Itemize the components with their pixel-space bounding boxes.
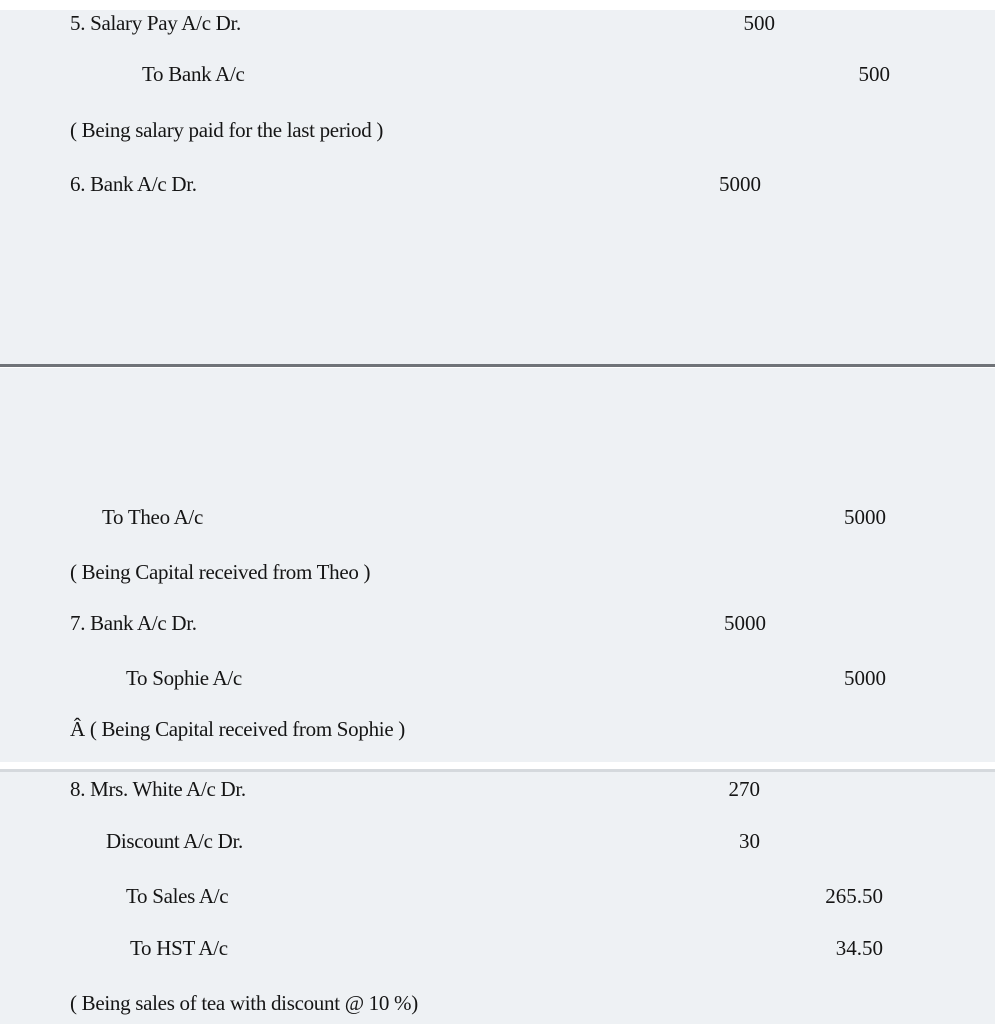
entry-7-debit-line: 7. Bank A/c Dr. [70,611,197,635]
entry-8-debit-amount-1: 270 [728,777,760,801]
entry-5-credit-line: To Bank A/c [142,62,245,86]
entry-5-credit-amount: 500 [858,62,890,86]
page-divider [0,364,995,367]
entry-6-credit-line: To Theo A/c [102,505,203,529]
entry-6-debit-line: 6. Bank A/c Dr. [70,172,197,196]
entry-6-debit-amount: 5000 [719,172,761,196]
entry-8-credit-amount-2: 34.50 [835,936,883,960]
entry-6-narration: ( Being Capital received from Theo ) [70,560,371,584]
entry-7-narration: Â ( Being Capital received from Sophie ) [70,717,405,741]
entry-7-debit-amount: 5000 [724,611,766,635]
entry-8-narration: ( Being sales of tea with discount @ 10 %) [70,991,418,1015]
entry-8-credit-line-2: To HST A/c [130,936,228,960]
entry-7-credit-amount: 5000 [844,666,886,690]
entry-8-debit-amount-2: 30 [739,829,760,853]
entry-6-credit-amount: 5000 [844,505,886,529]
entry-8-debit-line-1: 8. Mrs. White A/c Dr. [70,777,246,801]
entry-8-credit-line-1: To Sales A/c [126,884,229,908]
entry-5-narration: ( Being salary paid for the last period ) [70,118,384,142]
entry-8-credit-amount-1: 265.50 [825,884,883,908]
entry-5-debit-amount: 500 [743,11,775,35]
entry-5-debit-line: 5. Salary Pay A/c Dr. [70,11,242,35]
entry-7-credit-line: To Sophie A/c [126,666,242,690]
entry-8-debit-line-2: Discount A/c Dr. [106,829,243,853]
